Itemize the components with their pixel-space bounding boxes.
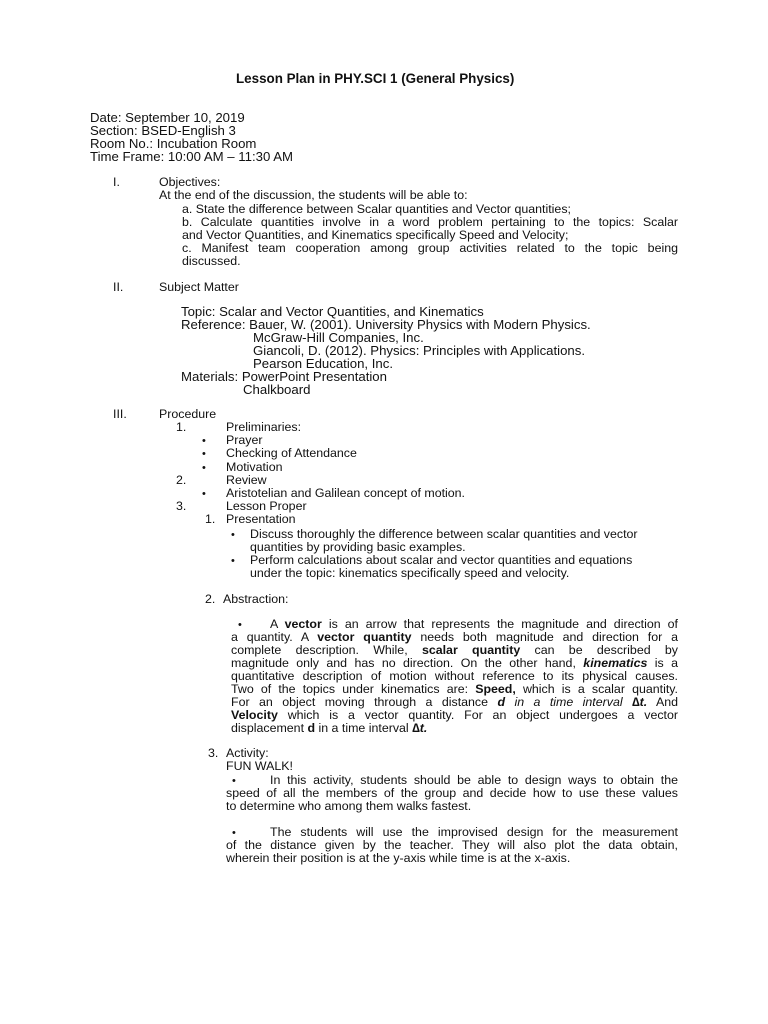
step3-number: 3. [176,499,187,513]
reference-1-publisher: McGraw-Hill Companies, Inc. [253,330,424,345]
objectives-intro: At the end of the discussion, the students will be able to: [159,188,468,202]
bullet: • [202,435,206,447]
presentation-item-1-line1: Discuss thoroughly the difference between scalar quantities and vector [250,527,638,541]
activity-name: FUN WALK! [226,759,294,773]
bullet: • [238,619,242,631]
materials-line: Materials: PowerPoint Presentation [181,369,387,384]
objective-b-line2: and Vector Quantities, and Kinematics specifically Speed and Velocity; [182,228,569,242]
abstraction-line-7: For an object moving through a distance d in a time interval ∆t. And [231,695,678,709]
step3-label: Lesson Proper [226,499,307,513]
motivation-item: Motivation [226,460,283,474]
attendance-item: Checking of Attendance [226,446,357,460]
abstraction-line-6: Two of the topics under kinematics are: Speed, which is a scalar quantity. [231,682,678,696]
bullet: • [231,529,235,541]
presentation-item-2-line1: Perform calculations about scalar and vector quantities and equations [250,553,633,567]
procedure-heading: Procedure [159,407,217,421]
bullet: • [232,827,236,839]
prayer-item: Prayer [226,433,263,447]
reference-2: Giancoli, D. (2012). Physics: Principles with Applications. [253,343,586,358]
review-item: Aristotelian and Galilean concept of motion. [226,486,466,500]
procedure-numeral: III. [113,407,127,421]
abstraction-line-9: displacement d in a time interval ∆t. [231,721,428,735]
abstraction-line-8: Velocity which is a vector quantity. For an object undergoes a vector [231,708,678,722]
date-line: Date: September 10, 2019 [90,110,245,125]
abstraction-line-1: A vector is an arrow that represents the magnitude and direction of [270,617,678,631]
step1-label: Preliminaries: [226,420,302,434]
activity-item-1-line2: speed of all the members of the group and decide how to use these values [226,786,678,800]
activity-item-1-line3: to determine who among them walks fastest. [226,799,472,813]
step2-label: Review [226,473,267,487]
objective-a: a. State the difference between Scalar quantities and Vector quantities; [182,202,571,216]
activity-item-2-line1: The students will use the improvised design for the measurement [270,825,678,839]
document-title: Lesson Plan in PHY.SCI 1 (General Physics) [236,71,515,86]
bullet: • [202,488,206,500]
objective-c-line2: discussed. [182,254,241,268]
bullet: • [232,775,236,787]
time-frame-line: Time Frame: 10:00 AM – 11:30 AM [90,149,294,164]
activity-item-2-line2: of the distance given by the teacher. They will also plot the data obtain, [226,838,678,852]
materials-line-2: Chalkboard [243,382,311,397]
abstraction-line-2: a quantity. A vector quantity needs both magnitude and direction for a [231,630,678,644]
abstraction-number: 2. [205,592,216,606]
bullet: • [231,555,235,567]
room-line: Room No.: Incubation Room [90,136,257,151]
presentation-label: Presentation [226,512,296,526]
abstraction-line-3: complete description. While, scalar quantity can be described by [231,643,678,657]
activity-item-2-line3: wherein their position is at the y-axis while time is at the x-axis. [226,851,571,865]
reference-1: Reference: Bauer, W. (2001). University Physics with Modern Physics. [181,317,591,332]
presentation-item-1-line2: quantities by providing basic examples. [250,540,466,554]
abstraction-line-5: quantitative description of motion without reference to its physical causes. [231,669,678,683]
bullet: • [202,448,206,460]
abstraction-line-4: magnitude only and has no direction. On the other hand, kinematics is a [231,656,678,670]
bullet: • [202,462,206,474]
objectives-heading: Objectives: [159,175,221,189]
objective-c-line1: c. Manifest team cooperation among group activities related to the topic being [182,241,678,255]
reference-2-publisher: Pearson Education, Inc. [253,356,394,371]
subject-matter-numeral: II. [113,280,124,294]
objectives-numeral: I. [113,175,120,189]
section-line: Section: BSED-English 3 [90,123,236,138]
abstraction-label: Abstraction: [223,592,289,606]
subject-matter-heading: Subject Matter [159,280,239,294]
step1-number: 1. [176,420,187,434]
activity-number: 3. [208,746,219,760]
activity-item-1-line1: In this activity, students should be able to design ways to obtain the [270,773,678,787]
topic-line: Topic: Scalar and Vector Quantities, and Kinematics [181,304,484,319]
step2-number: 2. [176,473,187,487]
activity-label: Activity: [226,746,269,760]
presentation-number: 1. [205,512,216,526]
objective-b-line1: b. Calculate quantities involve in a word problem pertaining to the topics: Scalar [182,215,678,229]
presentation-item-2-line2: under the topic: kinematics specifically speed and velocity. [250,566,570,580]
